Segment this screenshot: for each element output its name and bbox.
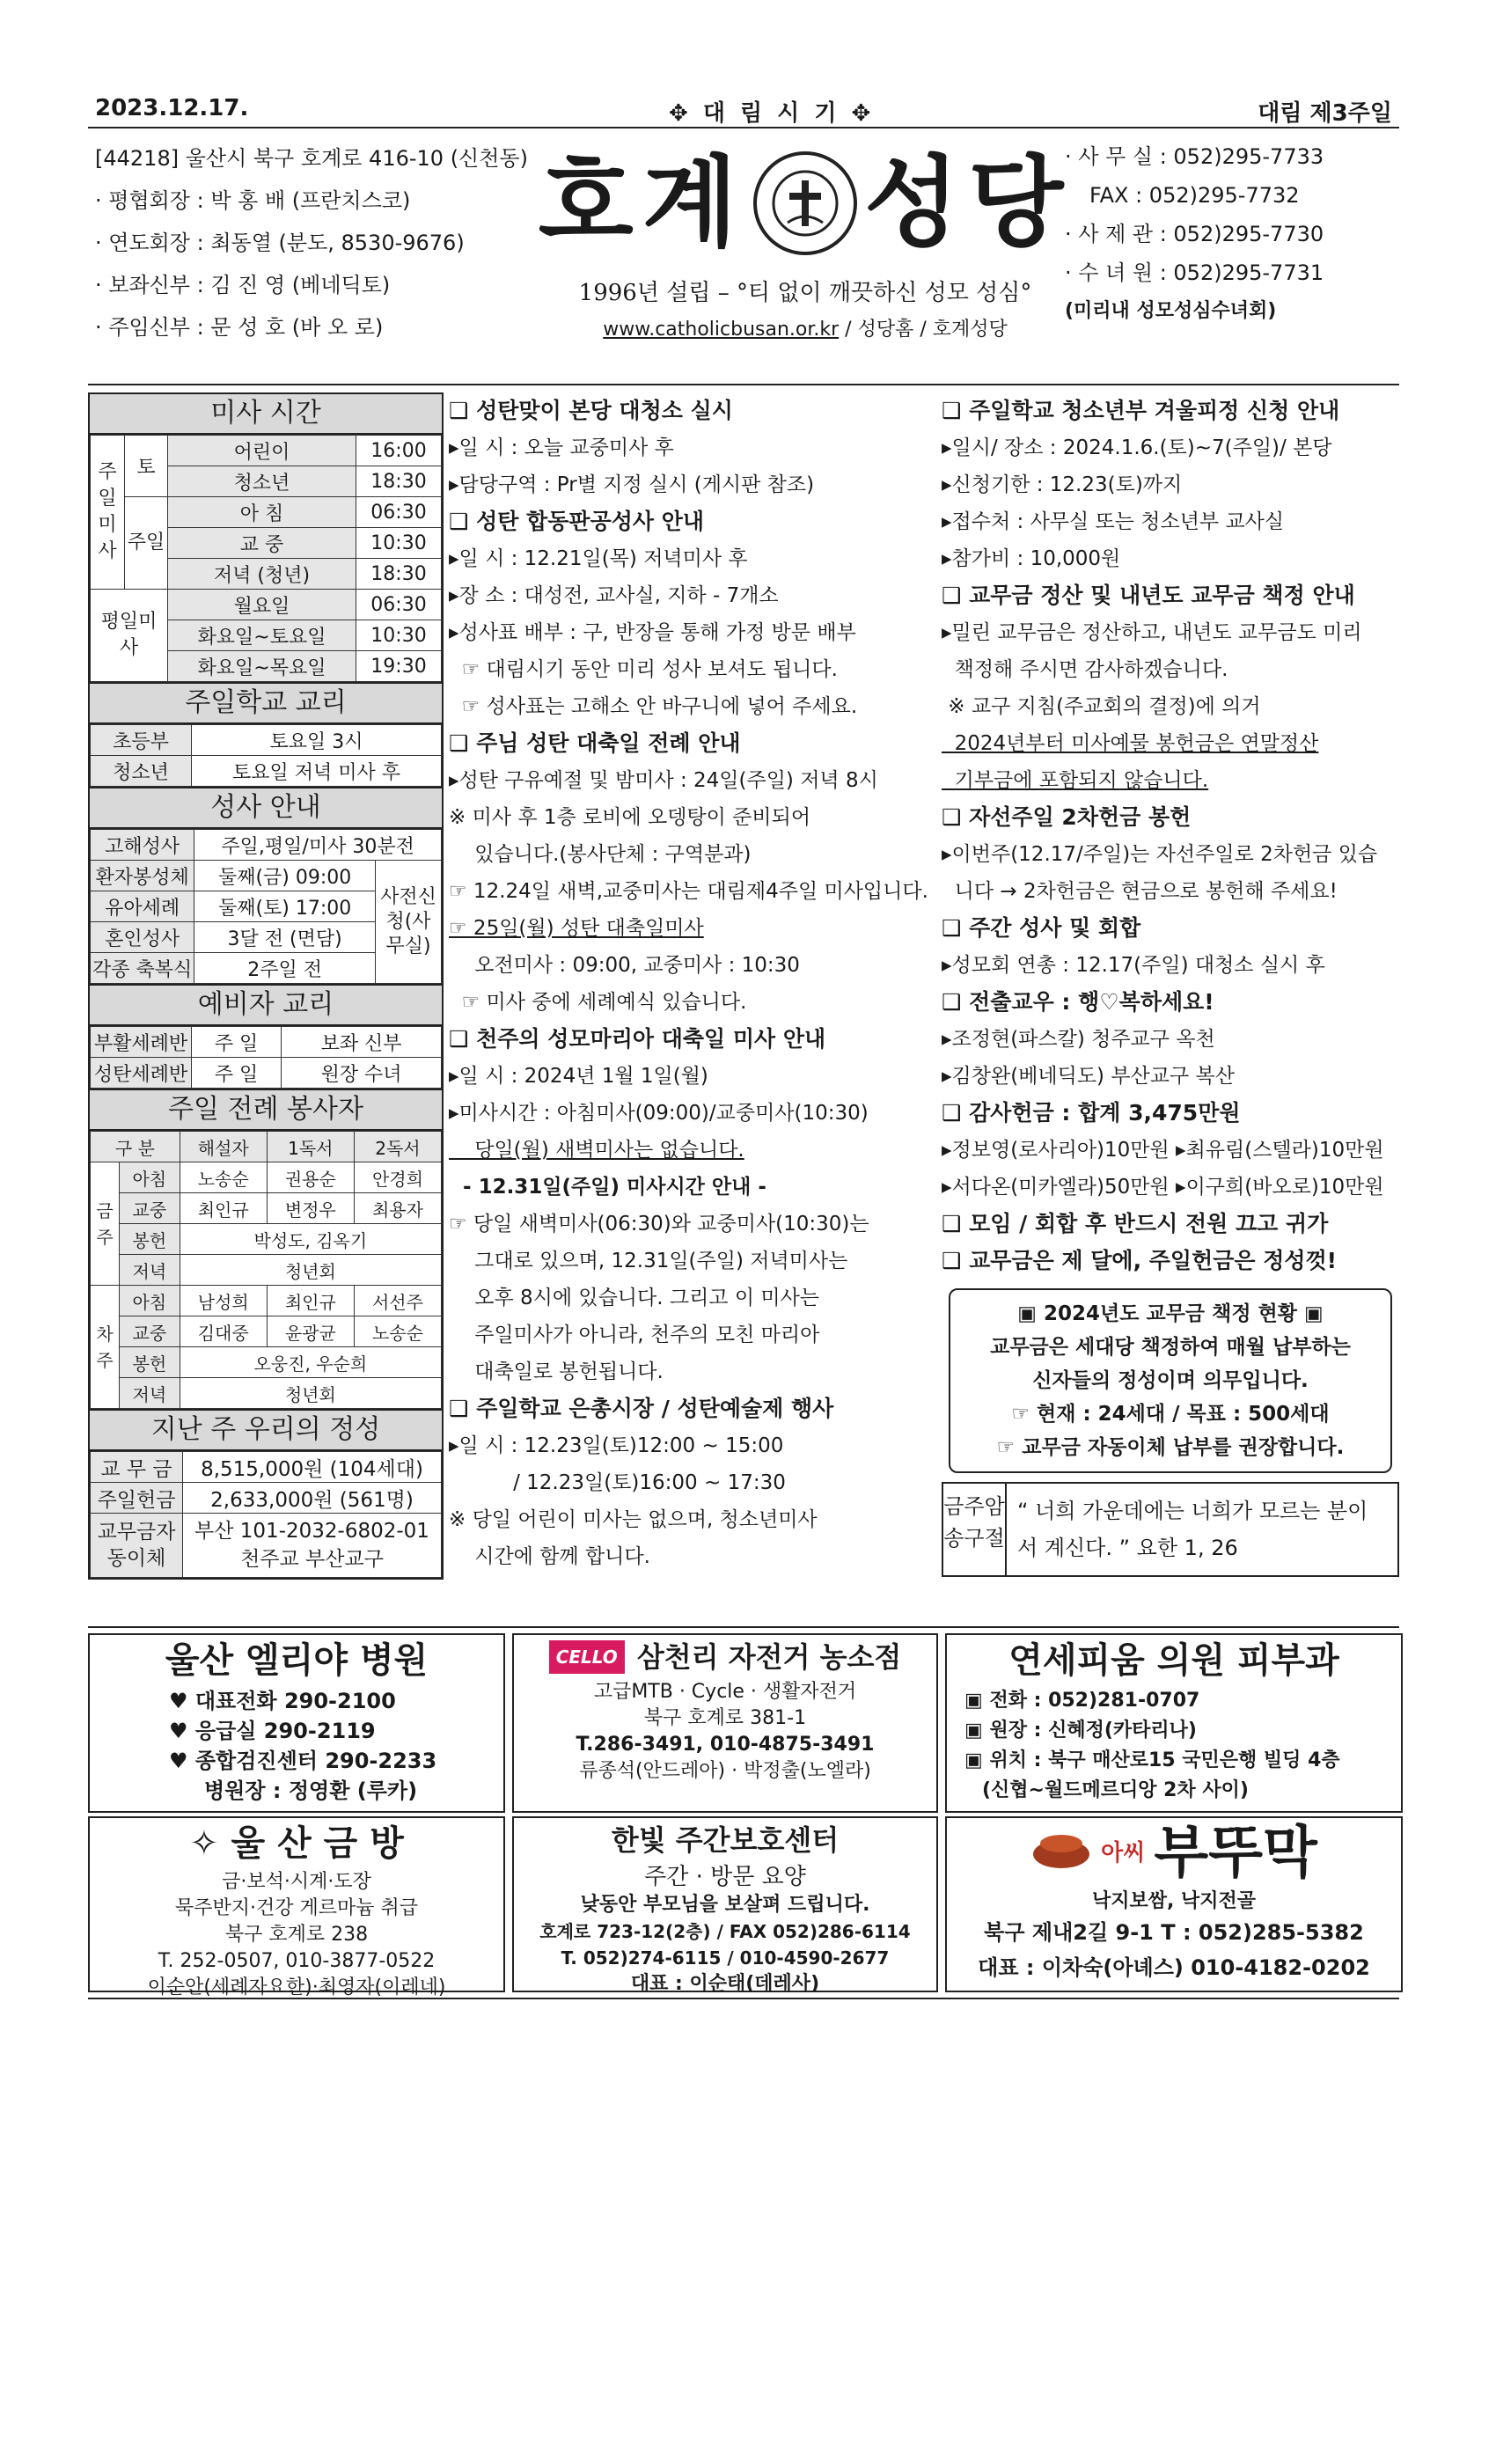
sunday-mass-label: 주일미사 [91,436,125,590]
weekday-mass-label: 평일미사 [91,590,168,682]
weekly-verse [942,1482,1399,1577]
table-cell: 2주일 전 [194,953,376,984]
table-cell: 오웅진, 우순희 [180,1347,441,1378]
mass-name: 화요일~목요일 [168,651,356,682]
notice-line: ▸서다온(미카엘라)50만원 ▸이구희(바오로)10만원 [942,1176,1384,1199]
mass-name: 어린이 [168,436,356,466]
mass-name: 교 중 [168,528,356,559]
table-cell: 청년회 [180,1378,441,1409]
table-cell: 8,515,000원 (104세대) [183,1452,442,1483]
notice-heading: ❑ 주일학교 청소년부 겨울피정 신청 안내 [942,398,1340,423]
table-header: 해설자 [180,1132,267,1162]
table-cell: 부활세례반 [91,1027,192,1058]
ad-line: ♥ 응급실 290-2119 [169,1719,376,1743]
notice-heading: ❑ 주간 성사 및 회합 [942,915,1141,941]
table-cell: 저녁 [120,1255,180,1286]
notice-line: ☞ 12.24일 새벽,교중미사는 대림제4주일 미사입니다. [449,880,928,903]
bulletin-date: 2023.12.17. [95,95,249,121]
ad-title: ✧ 울 산 금 방 [189,1823,404,1864]
table-cell: 노송순 [180,1162,267,1193]
notice-line: ▸조정현(파스칼) 청주교구 옥천 [942,1028,1215,1051]
council-president: · 평협회장 : 박 홍 배 (프란치스코) [95,188,411,213]
parish-title [524,137,1087,269]
table-cell: 3달 전 (면담) [194,922,376,953]
table-cell: 권용순 [267,1162,354,1193]
table-cell: 유아세례 [91,891,194,922]
office-phone: · 사 무 실 : 052)295-7733 [1065,144,1324,169]
notice-line: 대축일로 봉헌됩니다. [449,1360,664,1383]
mass-times-title: 미사 시간 [90,394,442,435]
notice-heading: ❑ 교무금은 제 달에, 주일헌금은 정성껏! [942,1248,1338,1273]
mass-time: 06:30 [356,497,442,528]
notices-column-middle [449,392,928,1575]
table-cell: 남성희 [180,1286,267,1316]
notice-line: ▸장 소 : 대성전, 교사실, 지하 - 7개소 [449,584,779,607]
ad-line: 주간 · 방문 요양 [644,1864,806,1890]
table-cell: 토요일 3시 [192,725,442,756]
convent-phone: · 수 녀 원 : 052)295-7731 [1065,260,1324,285]
ad-line: 이순안(세례자요한)·최영자(이레네) [147,1976,446,1998]
notice-line: ▸일 시 : 12.23일(토)12:00 ~ 15:00 [449,1434,784,1457]
notice-line: 2024년부터 미사예물 봉헌금은 연말정산 [942,732,1319,755]
table-header: 2독서 [354,1132,441,1162]
notice-line: 그대로 있으며, 12.31일(주일) 저녁미사는 [449,1250,848,1272]
table-cell: 변정우 [267,1193,354,1224]
ad-line: 병원장 : 정영환 (루카) [204,1778,418,1803]
ad-line: 류종석(안드레아) · 박정출(노엘라) [579,1760,871,1782]
ad-line: T. 052)274-6115 / 010-4590-2677 [561,1947,890,1969]
mass-time: 10:30 [356,620,442,651]
ad-line: 낮동안 부모님을 보살펴 드립니다. [580,1894,870,1916]
table-header: 구 분 [91,1132,180,1162]
ad-dermatology [945,1633,1403,1813]
table-cell: 박성도, 김옥기 [180,1224,441,1255]
ad-line: ♥ 종합검진센터 290-2233 [169,1749,437,1773]
ad-line: 금·보석·시계·도장 [222,1871,371,1893]
website-link[interactable]: www.catholicbusan.or.kr [603,319,840,341]
notices-list-right [942,392,1399,1280]
notice-line: ▸일 시 : 오늘 교중미사 후 [449,436,674,459]
advertisements [88,1626,1399,1999]
notice-line: 있습니다.(봉사단체 : 구역분과) [449,843,752,866]
notice-line: ▸밀린 교무금은 정산하고, 내년도 교무금도 미리 [942,621,1362,644]
tithe-box-title: ▣ 2024년도 교무금 책정 현황 ▣ [1017,1302,1324,1325]
table-cell: 최인규 [180,1193,267,1224]
catechumen-title: 예비자 교리 [90,984,442,1026]
ad-line: T. 252-0507, 010-3877-0522 [158,1950,436,1972]
ad-line: 낙지보쌈, 낙지전골 [1091,1890,1257,1912]
parish-title-block [524,137,1087,341]
schedule-column [88,392,444,1580]
ad-line: (신협~월드메르디앙 2차 사이) [982,1779,1249,1801]
mass-time: 10:30 [356,528,442,559]
fax: FAX : 052)295-7732 [1089,183,1300,208]
notice-heading: ❑ 주일학교 은총시장 / 성탄예술제 행사 [449,1396,834,1421]
notice-line: 기부금에 포함되지 않습니다. [942,769,1209,792]
table-cell: 초등부 [91,725,192,756]
notice-heading: ❑ 성탄맞이 본당 대청소 실시 [449,398,733,423]
mass-name: 화요일~토요일 [168,620,356,651]
sunday-label: 주일 [125,497,168,590]
table-cell: 최용자 [354,1193,441,1224]
notice-line: ※ 미사 후 1층 로비에 오뎅탕이 준비되어 [449,806,811,829]
tithe-box-note: ☞ 교무금 자동이체 납부를 권장합니다. [996,1436,1345,1459]
table-cell: 성탄세례반 [91,1058,192,1089]
notice-heading: ❑ 성탄 합동판공성사 안내 [449,509,705,534]
table-cell: 노송순 [354,1316,441,1347]
pot-icon [1030,1828,1092,1880]
table-cell: 주 일 [192,1058,282,1089]
mass-time: 06:30 [356,590,442,620]
parish-subtitle: 1996년 설립 – °티 없이 깨끗하신 성모 성심° [578,280,1032,306]
ad-jewelry [88,1816,505,1998]
table-cell: 혼인성사 [91,922,194,953]
notice-line: ▸일 시 : 12.21일(목) 저녁미사 후 [449,547,748,570]
table-cell: 둘째(토) 17:00 [194,891,376,922]
ad-line: 호계로 723-12(2층) / FAX 052)286-6114 [539,1921,911,1942]
notice-line: ▸성사표 배부 : 구, 반장을 통해 가정 방문 배부 [449,621,856,644]
mass-time: 16:00 [356,436,442,466]
table-cell: 봉헌 [120,1224,180,1255]
liturgical-week: 대림 제3주일 [1258,100,1392,127]
liturgy-servers-table [90,1131,442,1409]
ad-line: ▣ 위치 : 북구 매산로15 국민은행 빌딩 4층 [964,1749,1340,1771]
main-content [88,385,1399,1626]
mass-time: 19:30 [356,651,442,682]
auto-transfer-label: 교무금자동이체 [91,1514,183,1578]
account-holder: 천주교 부산교구 [240,1548,384,1571]
top-line [88,88,1399,127]
notice-line: - 12.31일(주일) 미사시간 안내 - [449,1176,766,1199]
ad-line: 북구 제내2길 9-1 T : 052)285-5382 [984,1920,1364,1945]
ad-line: 북구 호계로 238 [224,1924,369,1946]
notice-line: ▸참가비 : 10,000원 [942,547,1121,570]
notice-heading: ❑ 교무금 정산 및 내년도 교무금 책정 안내 [942,583,1355,608]
this-week-label: 금주 [91,1162,120,1286]
table-cell: 보좌 신부 [282,1027,442,1058]
notice-line: ▸성탄 구유예절 및 밤미사 : 24일(주일) 저녁 8시 [449,769,878,792]
cello-logo: CELLO [549,1640,625,1674]
ad-title: 부뚜막 [1154,1820,1317,1886]
notice-line: ☞ 미사 중에 세례예식 있습니다. [449,991,747,1014]
table-cell: 윤광균 [267,1316,354,1347]
notice-line: ※ 교구 지침(주교회의 결정)에 의거 [942,695,1261,718]
table-cell: 둘째(금) 09:00 [194,861,376,891]
table-cell: 2,633,000원 (561명) [183,1483,442,1514]
offering-table [90,1451,442,1578]
table-cell: 저녁 [120,1378,180,1409]
notice-line: ▸정보영(로사리아)10만원 ▸최유림(스텔라)10만원 [942,1139,1384,1162]
title-right: 성당 [864,145,1073,260]
parish-info [95,137,553,348]
mass-name: 월요일 [168,590,356,620]
weekly-verse-text: “ 너희 가운데에는 너희가 모르는 분이 서 계신다. ” 요한 1, 26 [1017,1499,1368,1560]
convent-note: (미리내 성모성심수녀회) [1065,300,1277,322]
notice-line: ▸일 시 : 2024년 1월 1일(월) [449,1065,708,1088]
parish-seal-icon [753,151,857,255]
table-cell: 환자봉성체 [91,861,194,891]
catechumen-table [90,1026,442,1089]
notice-line: ▸일시/ 장소 : 2024.1.6.(토)~7(주일)/ 본당 [942,436,1332,459]
notice-heading: ❑ 전출교우 : 행♡복하세요! [942,989,1214,1015]
ad-title: 연세피움 의원 피부과 [1008,1640,1339,1681]
ad-hospital [88,1633,505,1813]
mass-time: 18:30 [356,466,442,497]
masthead [88,127,1399,385]
notice-line: 책정해 주시면 감사하겠습니다. [942,658,1228,681]
ad-line: ♥ 대표전화 290-2100 [169,1689,396,1713]
requiem-president: · 연도회장 : 최동열 (분도, 8530-9676) [95,231,465,255]
ad-line: 대표 : 이순태(데레사) [630,1973,820,1995]
mass-name: 저녁 (청년) [168,559,356,590]
tithe-status-box [949,1288,1392,1473]
table-cell: 원장 수녀 [282,1058,442,1089]
ad-title: 울산 엘리야 병원 [165,1640,429,1681]
ad-title: 삼천리 자전거 농소점 [636,1640,902,1674]
ad-title: 한빛 주간보호센터 [611,1823,840,1857]
notice-line: ☞ 당일 새벽미사(06:30)와 교중미사(10:30)는 [449,1213,869,1236]
table-cell: 최인규 [267,1286,354,1316]
title-left: 호계 [538,145,746,260]
sunday-school-title: 주일학교 교리 [90,682,442,724]
ad-line: ▣ 전화 : 052)281-0707 [964,1690,1200,1712]
notice-line: ▸신청기한 : 12.23(토)까지 [942,473,1183,496]
pastor: · 주임신부 : 문 성 호 (바 오 로) [95,315,384,340]
ad-line: ▣ 원장 : 신혜정(카타리나) [964,1720,1197,1742]
ad-line: T.286-3491, 010-4875-3491 [576,1734,875,1756]
liturgy-servers-title: 주일 전례 봉사자 [90,1089,442,1131]
notice-line: 시간에 함께 합니다. [449,1545,650,1568]
table-cell: 아침 [120,1286,180,1316]
weekly-verse-label: 금주암송구절 [943,1484,1007,1575]
notice-line: 당일(월) 새벽미사는 없습니다. [449,1139,744,1162]
notice-line: 주일미사가 아니라, 천주의 모친 마리아 [449,1324,820,1346]
notice-line: ☞ 대림시기 동안 미리 성사 보셔도 됩니다. [449,658,838,681]
table-cell: 청년회 [180,1255,441,1286]
mass-time: 18:30 [356,559,442,590]
website-suffix: / 성당홈 / 호계성당 [839,319,1008,341]
pre-registration-note: 사전신청(사무실) [376,861,442,984]
notice-heading: ❑ 주님 성탄 대축일 전례 안내 [449,730,741,756]
ad-bicycle [512,1633,938,1813]
ad-line: 대표 : 이차숙(아녜스) 010-4182-0202 [978,1955,1370,1980]
table-cell: 교중 [120,1193,180,1224]
table-cell: 주 일 [192,1027,282,1058]
notice-line: ☞ 성사표는 고해소 안 바구니에 넣어 주세요. [449,695,858,718]
notice-line: ▸담당구역 : Pr별 지정 실시 (게시판 참조) [449,473,815,496]
table-cell: 교중 [120,1316,180,1347]
notice-line: ▸미사시간 : 아침미사(09:00)/교중미사(10:30) [449,1102,869,1125]
notice-line: 니다 → 2차헌금은 현금으로 봉헌해 주세요! [942,880,1338,903]
notice-heading: ❑ 모임 / 회합 후 반드시 전원 끄고 귀가 [942,1211,1329,1236]
tithe-box-status: ☞ 현재 : 24세대 / 목표 : 500세대 [1011,1403,1330,1426]
table-cell: 봉헌 [120,1347,180,1378]
table-cell: 주일,평일/미사 30분전 [194,830,442,861]
ad-line: 묵주반지·건강 게르마늄 취급 [174,1897,418,1919]
assistant-priest: · 보좌신부 : 김 진 영 (베네딕토) [95,273,391,297]
notice-line: ▸성모회 연총 : 12.17(주일) 대청소 실시 후 [942,954,1325,977]
table-cell: 안경희 [354,1162,441,1193]
ad-line: 북구 호계로 381-1 [643,1707,807,1729]
notices-column-right [942,392,1399,1577]
bulletin-page [88,88,1399,1999]
table-cell: 김대중 [180,1316,267,1347]
table-cell: 고해성사 [91,830,194,861]
rectory-phone: · 사 제 관 : 052)295-7730 [1065,222,1324,246]
notice-heading: ❑ 천주의 성모마리아 대축일 미사 안내 [449,1026,826,1052]
notice-line: / 12.23일(토)16:00 ~ 17:30 [449,1471,786,1494]
mass-name: 아 침 [168,497,356,528]
table-cell: 아침 [120,1162,180,1193]
notice-line: 오전미사 : 09:00, 교중미사 : 10:30 [449,954,800,977]
ad-line: 고급MTB · Cycle · 생활자전거 [593,1681,857,1703]
table-cell: 토요일 저녁 미사 후 [192,756,442,787]
notice-line: ▸이번주(12.17/주일)는 자선주일로 2차헌금 있습 [942,843,1378,866]
brand-mark: 아씨 [1101,1840,1146,1866]
saturday-label: 토 [125,436,168,497]
mass-name: 청소년 [168,466,356,497]
notice-heading: ❑ 감사헌금 : 합계 3,475만원 [942,1100,1241,1126]
tithe-box-line: 교무금은 세대당 책정하여 매월 납부하는 [990,1336,1351,1359]
sunday-school-table [90,724,442,787]
sacraments-title: 성사 안내 [90,787,442,829]
notice-line: ☞ 25일(월) 성탄 대축일미사 [449,917,704,940]
notice-line: 오후 8시에 있습니다. 그리고 이 미사는 [449,1287,820,1309]
offering-title: 지난 주 우리의 정성 [90,1409,442,1451]
notice-heading: ❑ 자선주일 2차헌금 봉헌 [942,804,1192,830]
contact-info [1065,137,1399,331]
ad-daycare [512,1816,938,1995]
table-cell: 주일헌금 [91,1483,183,1514]
mass-times-table [90,435,442,682]
notice-line: ▸접수처 : 사무실 또는 청소년부 교사실 [942,510,1285,533]
address: [44218] 울산시 북구 호계로 416-10 (신천동) [95,146,528,171]
table-header: 1독서 [267,1132,354,1162]
liturgical-season: ✥ 대 림 시 기 ✥ [669,100,875,127]
table-cell: 청소년 [91,756,192,787]
parish-website [524,314,1087,341]
ad-restaurant [945,1816,1403,1992]
table-cell: 각종 축복식 [91,953,194,984]
sacraments-table [90,829,442,984]
notice-line: ▸김창완(베네딕도) 부산교구 복산 [942,1065,1235,1088]
tithe-box-line: 신자들의 정성이며 의무입니다. [1032,1369,1309,1392]
table-cell: 서선주 [354,1286,441,1316]
next-week-label: 차주 [91,1286,120,1409]
notice-line: ※ 당일 어린이 미사는 없으며, 청소년미사 [449,1508,818,1531]
table-cell: 교 무 금 [91,1452,183,1483]
bank-account: 부산 101-2032-6802-01 [194,1520,429,1543]
